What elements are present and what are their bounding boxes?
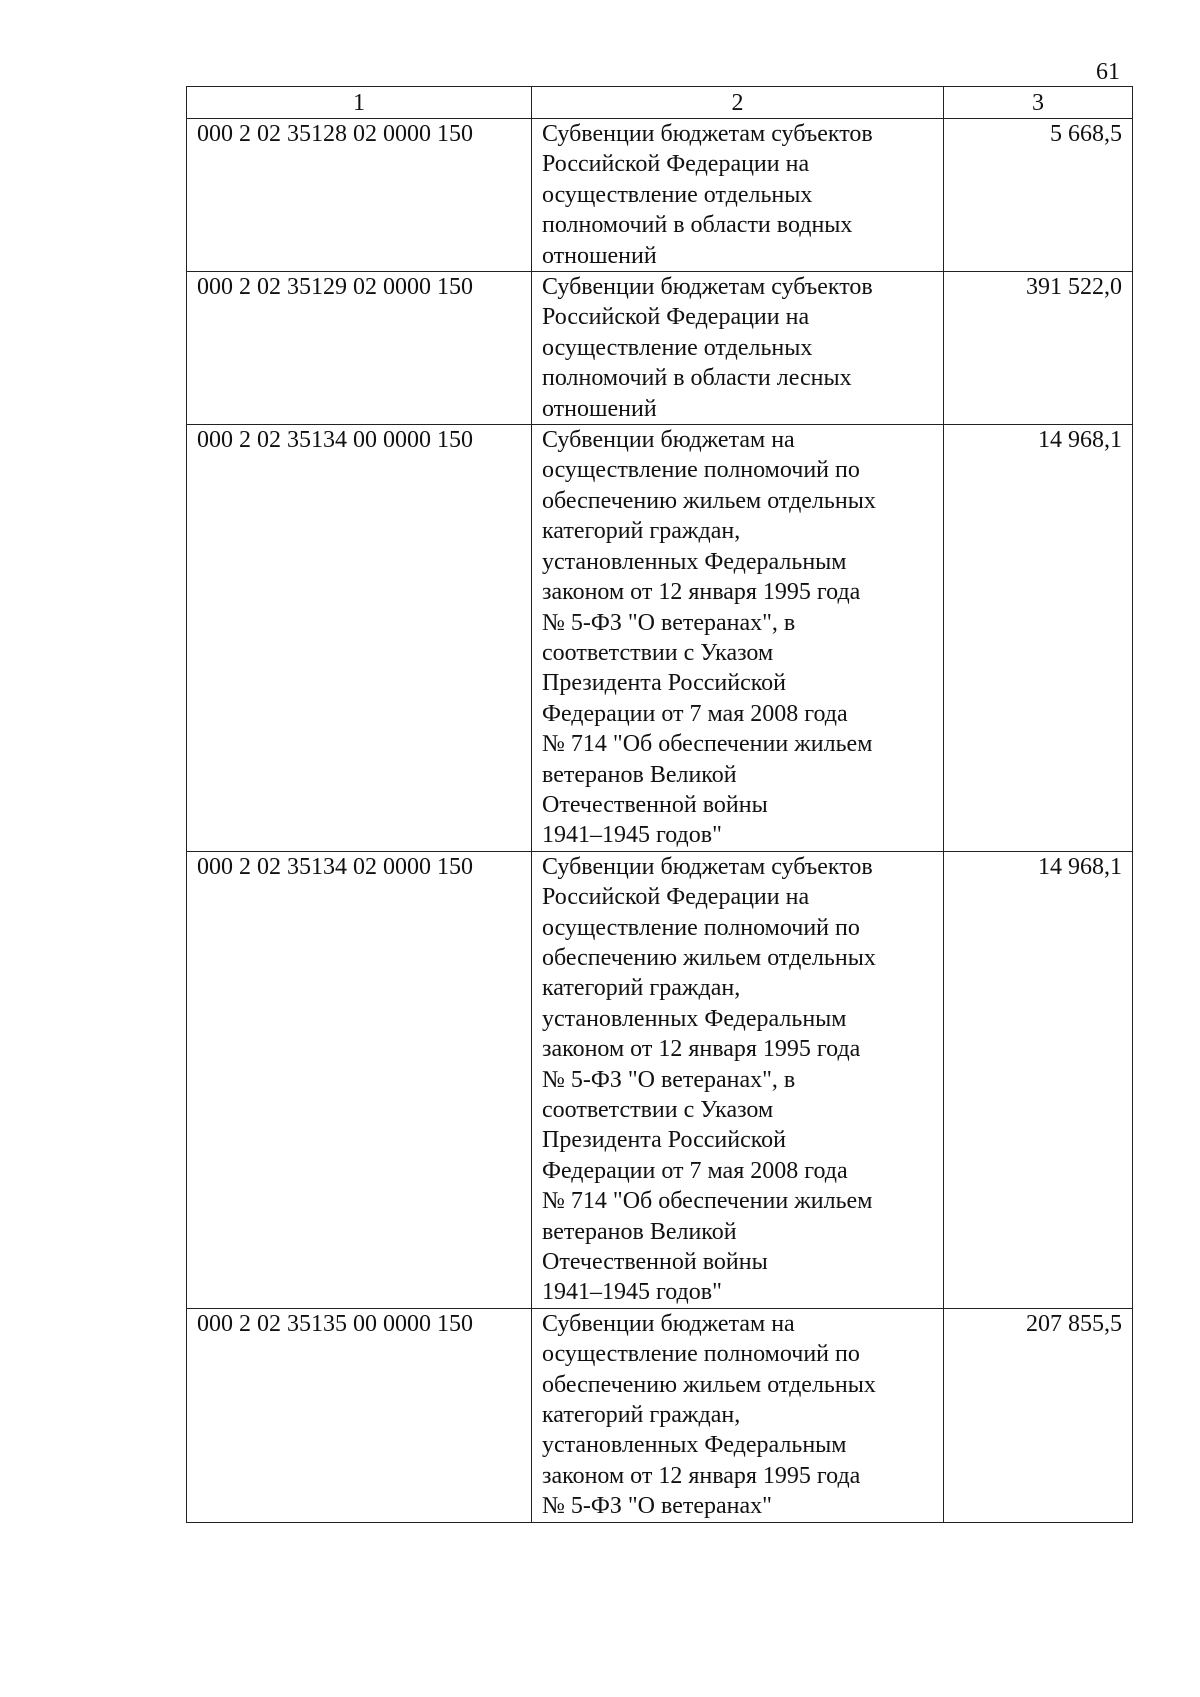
description-cell: Субвенции бюджетам на осуществление полномочий по обеспечению жильем отдельных категорий граждан, установленных Федеральным законом от 12 января 1995 года № 5-ФЗ "О ветеранах" xyxy=(532,1308,944,1522)
budget-revenue-table xyxy=(186,86,1133,1523)
column-header-amount: 3 xyxy=(944,87,1133,119)
table-row xyxy=(187,425,1133,852)
column-header-description: 2 xyxy=(532,87,944,119)
amount-cell: 391 522,0 xyxy=(944,272,1133,425)
budget-code-cell: 000 2 02 35134 00 0000 150 xyxy=(187,425,532,852)
column-header-code: 1 xyxy=(187,87,532,119)
description-cell: Субвенции бюджетам субъектов Российской Федерации на осуществление полномочий по обеспечению жильем отдельных категорий граждан, установленных Федеральным законом от 12 января 1995 года № 5-ФЗ "О ветеранах", в соответствии с Указом Президента Российской Федерации от 7 мая 2008 года № 714 "Об обеспечении жильем ветеранов Великой Отечественной войны 1941–1945 годов" xyxy=(532,851,944,1308)
description-cell: Субвенции бюджетам на осуществление полномочий по обеспечению жильем отдельных категорий граждан, установленных Федеральным законом от 12 января 1995 года № 5-ФЗ "О ветеранах", в соответствии с Указом Президента Российской Федерации от 7 мая 2008 года № 714 "Об обеспечении жильем ветеранов Великой Отечественной войны 1941–1945 годов" xyxy=(532,425,944,852)
page-number: 61 xyxy=(1096,59,1120,85)
table-row xyxy=(187,1308,1133,1522)
description-cell: Субвенции бюджетам субъектов Российской Федерации на осуществление отдельных полномочий в области водных отношений xyxy=(532,119,944,272)
budget-code-cell: 000 2 02 35134 02 0000 150 xyxy=(187,851,532,1308)
budget-code-cell: 000 2 02 35135 00 0000 150 xyxy=(187,1308,532,1522)
description-cell: Субвенции бюджетам субъектов Российской Федерации на осуществление отдельных полномочий в области лесных отношений xyxy=(532,272,944,425)
table-row xyxy=(187,851,1133,1308)
table-header-row xyxy=(187,87,1133,119)
budget-code-cell: 000 2 02 35129 02 0000 150 xyxy=(187,272,532,425)
amount-cell: 5 668,5 xyxy=(944,119,1133,272)
budget-code-cell: 000 2 02 35128 02 0000 150 xyxy=(187,119,532,272)
table-row xyxy=(187,119,1133,272)
amount-cell: 207 855,5 xyxy=(944,1308,1133,1522)
amount-cell: 14 968,1 xyxy=(944,851,1133,1308)
table-row xyxy=(187,272,1133,425)
amount-cell: 14 968,1 xyxy=(944,425,1133,852)
